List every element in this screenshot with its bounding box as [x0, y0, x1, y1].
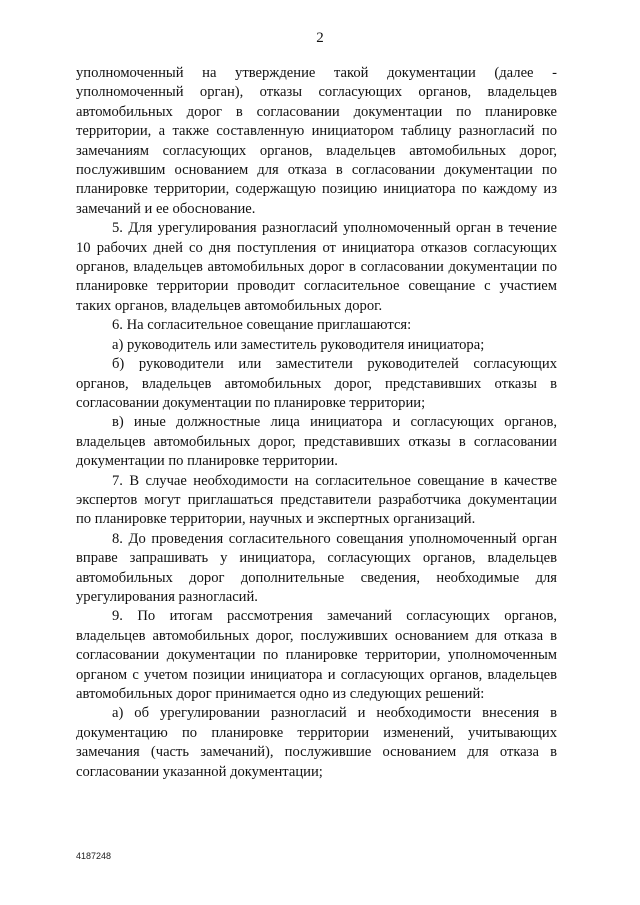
paragraph-item-5: 5. Для урегулирования разногласий уполномоченный орган в течение 10 рабочих дней со дня поступления от инициатора отказов согласующих органов, владельцев автомобильных дорог в согласовании документации по планировке территории проводит согласительное совещание с участием таких органов, владельцев автомобильных дорог. [76, 220, 557, 314]
paragraph-item-8: 8. До проведения согласительного совещания уполномоченный орган вправе запрашивать у инициатора, согласующих органов, владельцев автомобильных дорог дополнительные сведения, необходимые для урегулирования разногласий. [76, 530, 557, 605]
paragraph-item-6: 6. На согласительное совещание приглашаются: [112, 317, 412, 334]
paragraph-item-6b: б) руководители или заместители руководителей согласующих органов, владельцев автомобильных дорог, представивших отказы в согласовании документации по планировке территории; [76, 356, 557, 411]
page-number: 2 [316, 30, 324, 46]
paragraph-item-9a: а) об урегулировании разногласий и необходимости внесения в документацию по планировке территории изменений, учитывающих замечания (часть замечаний), послужившие основанием для отказа в согласовании указанной документации; [76, 705, 557, 780]
paragraph-item-6c: в) иные должностные лица инициатора и согласующих органов, владельцев автомобильных дорог, представивших отказы в согласовании документации по планировке территории. [76, 414, 557, 470]
paragraph-item-7: 7. В случае необходимости на согласительное совещание в качестве экспертов могут приглашаться представители разработчика документации по планировке территории, научных и экспертных организаций. [76, 472, 557, 528]
document-body [76, 64, 557, 782]
paragraph-item-6a: а) руководитель или заместитель руководителя инициатора; [112, 336, 485, 353]
paragraph-continuation: уполномоченный на утверждение такой документации (далее - уполномоченный орган), отказы согласующих органов, владельцев автомобильных дорог в согласовании документации по планировке территории, а также составленную инициатором таблицу разногласий по замечаниям согласующих органов, владельцев автомобильных дорог, послужившим основанием для отказа в согласовании документации по планировке территории, содержащую позицию инициатора по каждому из замечаний и ее обоснование. [76, 65, 557, 217]
document-id: 4187248 [76, 851, 112, 861]
paragraph-item-9: 9. По итогам рассмотрения замечаний согласующих органов, владельцев автомобильных дорог, послуживших основанием для отказа в согласовании документации по планировке территории, уполномоченным органом с учетом позиции инициатора и согласующих органов, владельцев автомобильных дорог принимается одно из следующих решений: [76, 608, 557, 702]
